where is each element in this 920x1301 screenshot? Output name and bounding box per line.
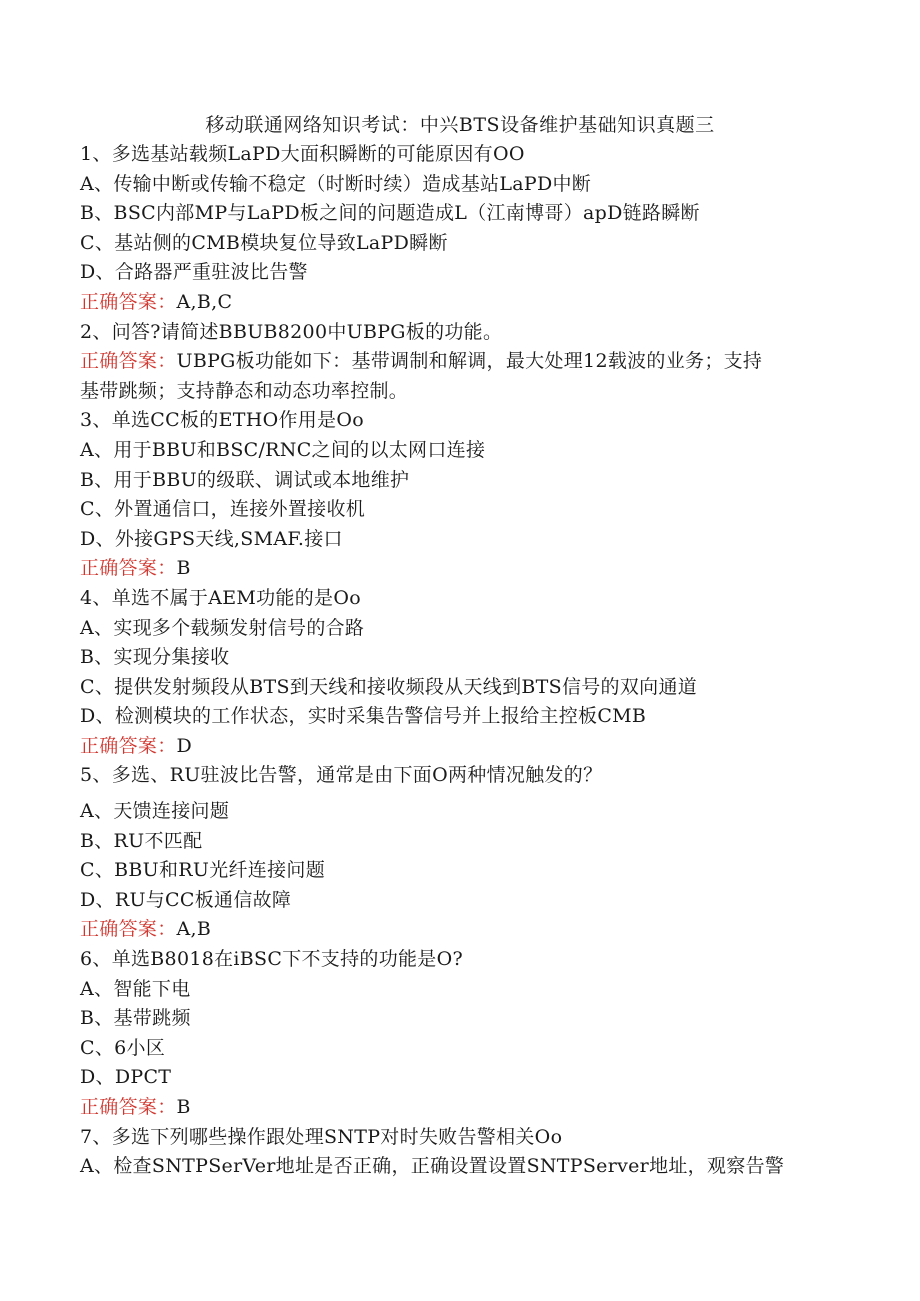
option-line: D、DPCT xyxy=(80,1066,172,1089)
option-line: D、合路器严重驻波比告警 xyxy=(80,261,308,284)
answer-label: 正确答案： xyxy=(80,557,177,580)
question-line: 3、单选CC板的ETHO作用是Oo xyxy=(80,409,364,432)
answer-value: A,B xyxy=(176,918,212,941)
answer-continuation: 基带跳频；支持静态和动态功率控制。 xyxy=(80,379,409,402)
question-line: 6、单选B8018在iBSC下不支持的功能是O? xyxy=(80,948,463,971)
answer-value: B xyxy=(176,557,191,580)
answer-label: 正确答案： xyxy=(80,1096,177,1118)
answer-line xyxy=(80,732,840,762)
option-line: D、外接GPS天线,SMAF.接口 xyxy=(80,527,343,550)
answer-value: D xyxy=(176,734,193,757)
answer-line xyxy=(80,1093,840,1123)
page-title: 移动联通网络知识考试：中兴BTS设备维护基础知识真题三 xyxy=(205,114,715,136)
answer-value: B xyxy=(176,1096,191,1118)
question-line: 4、单选不属于AEM功能的是Oo xyxy=(80,586,361,609)
option-line: A、实现多个载频发射信号的合路 xyxy=(80,616,365,639)
option-line: A、智能下电 xyxy=(80,977,191,1000)
question-line: 7、多选下列哪些操作跟处理SNTP对时失败告警相关Oo xyxy=(80,1125,563,1148)
option-line: D、检测模块的工作状态，实时采集告警信号并上报给主控板CMB xyxy=(80,705,647,728)
option-line: A、用于BBU和BSC/RNC之间的以太网口连接 xyxy=(80,438,486,461)
answer-label: 正确答案： xyxy=(80,734,177,757)
option-line: B、用于BBU的级联、调试或本地维护 xyxy=(80,468,410,491)
answer-line xyxy=(80,915,840,945)
answer-line xyxy=(80,288,840,318)
answer-label: 正确答案： xyxy=(80,918,177,941)
option-line: D、RU与CC板通信故障 xyxy=(80,888,292,911)
option-line: C、提供发射频段从BTS到天线和接收频段从天线到BTS信号的双向通道 xyxy=(80,675,698,698)
answer-value: UBPG板功能如下：基带调制和解调，最大处理12载波的业务；支持 xyxy=(176,350,763,373)
answer-label: 正确答案： xyxy=(80,290,177,313)
option-line: B、实现分集接收 xyxy=(80,646,230,669)
option-line: A、天馈连接问题 xyxy=(80,800,230,823)
option-line: C、BBU和RU光纤连接问题 xyxy=(80,859,325,882)
answer-line xyxy=(80,554,840,584)
answer-value: A,B,C xyxy=(176,290,233,313)
option-line: B、RU不匹配 xyxy=(80,829,203,852)
question-line: 1、多选基站载频LaPD大面积瞬断的可能原因有OO xyxy=(80,143,525,165)
question-list xyxy=(80,140,840,1182)
option-line: C、外置通信口，连接外置接收机 xyxy=(80,498,366,521)
option-line: C、基站侧的CMB模块复位导致LaPD瞬断 xyxy=(80,231,448,254)
option-line: C、6小区 xyxy=(80,1036,166,1059)
option-line: A、检查SNTPSerVer地址是否正确，正确设置设置SNTPServer地址，观察告警 xyxy=(80,1155,785,1178)
option-line: B、基带跳频 xyxy=(80,1007,191,1030)
question-line: 5、多选、RU驻波比告警，通常是由下面O两种情况触发的？ xyxy=(80,764,603,787)
answer-label: 正确答案： xyxy=(80,350,177,373)
option-line: B、BSC内部MP与LaPD板之间的问题造成L（江南博哥）apD链路瞬断 xyxy=(80,202,700,225)
option-line: A、传输中断或传输不稳定（时断时续）造成基站LaPD中断 xyxy=(80,172,592,195)
answer-line xyxy=(80,347,840,377)
question-line: 2、问答?请简述BBUB8200中UBPG板的功能。 xyxy=(80,320,503,343)
